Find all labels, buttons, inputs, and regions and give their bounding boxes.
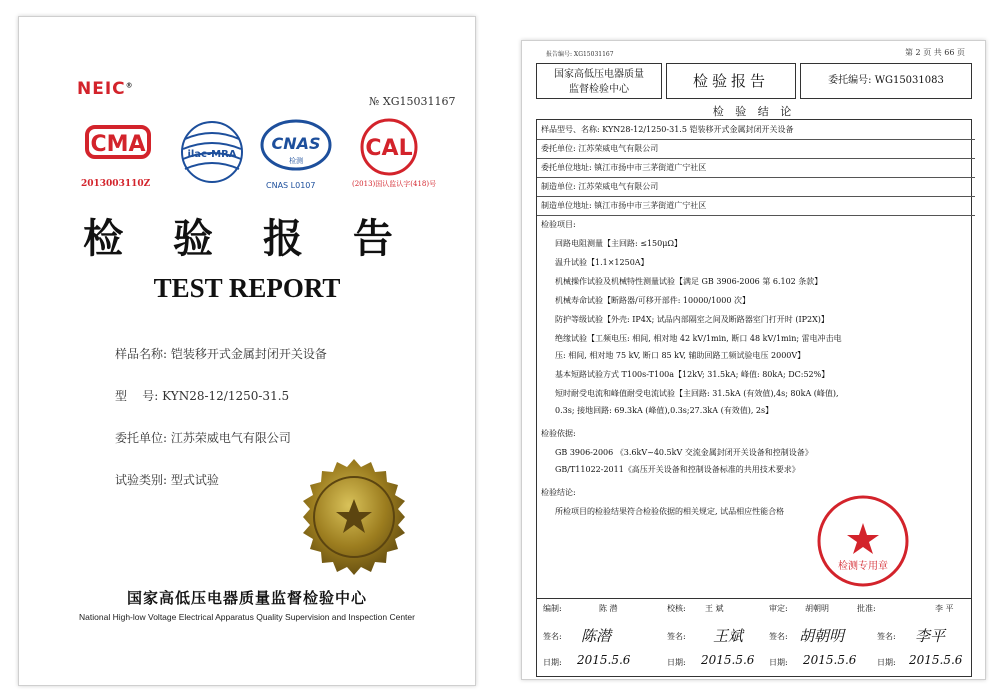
header-org: 国家高低压电器质量 监督检验中心 <box>536 63 662 99</box>
entrust-number: 委托编号: WG15031083 <box>800 63 972 99</box>
page-number: 第 2 页 共 66 页 <box>905 48 965 57</box>
title-cn: 检 验 报 告 <box>83 216 411 262</box>
test-item: 回路电阻测量【主回路: ≤150μΩ】 <box>555 239 683 248</box>
report-page <box>521 40 986 680</box>
sign-date: 2015.5.6 <box>803 653 857 667</box>
title-en: TEST REPORT <box>153 273 341 303</box>
svg-text:检测专用章: 检测专用章 <box>838 561 888 572</box>
signature: 王斌 <box>713 627 744 645</box>
svg-text:CNAS: CNAS <box>271 134 321 153</box>
signoff-block: 编制: 陈 潜 校核: 王 斌 审定: 胡朝明 批准: 李 平 签名: 陈潜 签名: 王斌 签名: 胡朝明 签名: 李平 日期: 2015.5.6 日期: 2015.5.6 日期: 2015.5.6 日期: 2015.5.6 <box>536 597 972 677</box>
cal-number: (2013)国认监认字(418)号 <box>352 180 437 188</box>
conclusion-heading: 检 验 结 论 <box>712 105 796 118</box>
center-name-cn: 国家高低压电器质量监督检验中心 <box>126 589 367 607</box>
cal-logo <box>352 117 437 188</box>
test-item: 0.3s; 接地回路: 69.3kA (峰值),0.3s;27.3kA (有效值), 2s】 <box>555 406 774 415</box>
svg-text:CMA: CMA <box>90 132 146 157</box>
gold-seal-icon <box>294 457 414 581</box>
approved-by: 李 平 <box>935 604 954 613</box>
sign-date: 2015.5.6 <box>909 653 963 667</box>
conclusion-text: 所检项目的检验结果符合检验依据的相关规定, 试品相应性能合格 <box>555 507 785 516</box>
info-row: 委托单位: 江苏荣威电气有限公司 <box>537 139 975 159</box>
cover-page <box>18 16 476 686</box>
basis-item: GB 3906-2006 《3.6kV~40.5kV 交流金属封闭开关设备和控制设备》 <box>555 448 813 457</box>
sign-date: 2015.5.6 <box>701 653 755 667</box>
info-row: 委托单位地址: 镇江市扬中市三茅街道广宁社区 <box>537 158 975 178</box>
header-title: 检验报告 <box>666 63 796 99</box>
red-inspection-seal-icon <box>815 493 911 593</box>
sign-date: 2015.5.6 <box>577 653 631 667</box>
cnas-number: CNAS L0107 <box>266 181 316 190</box>
neic-logo: NEIC® <box>77 79 134 99</box>
test-item: 温升试验【1.1×1250A】 <box>555 258 649 267</box>
checked-by: 王 斌 <box>705 604 724 613</box>
svg-text:CAL: CAL <box>365 136 413 161</box>
signature: 陈潜 <box>581 627 612 645</box>
test-item: 压: 相间, 相对地 75 kV, 断口 85 kV, 辅助回路工频试验电压 2000V】 <box>555 351 806 360</box>
svg-text:检测: 检测 <box>289 157 303 165</box>
field-model: 型 号: KYN28-12/1250-31.5 <box>115 389 290 403</box>
cnas-logo <box>256 117 336 190</box>
reviewed-by: 胡朝明 <box>805 604 829 613</box>
test-item: 机械寿命试验【断路器/可移开部件: 10000/1000 次】 <box>555 296 750 305</box>
info-row: 制造单位: 江苏荣威电气有限公司 <box>537 177 975 197</box>
conclusion-label: 检验结论: <box>541 488 576 497</box>
field-test-type: 试验类别: 型式试验 <box>115 473 219 487</box>
center-name-en: National High-low Voltage Electrical Apparatus Quality Supervision and Inspection Center <box>79 612 415 622</box>
cma-number: 2013003110Z <box>81 179 151 189</box>
svg-text:ilac-MRA: ilac-MRA <box>187 149 237 160</box>
cma-logo <box>79 117 157 189</box>
test-item: 机械操作试验及机械特性测量试验【满足 GB 3906-2006 第 6.102 条款】 <box>555 277 823 286</box>
basis-item: GB/T11022-2011《高压开关设备和控制设备标准的共用技术要求》 <box>555 465 800 474</box>
signature: 李平 <box>915 627 946 645</box>
compiled-by: 陈 潜 <box>599 604 618 613</box>
certificate-number: № XG15031167 <box>369 95 456 108</box>
info-row: 制造单位地址: 镇江市扬中市三茅街道广宁社区 <box>537 196 975 216</box>
basis-heading: 检验依据: <box>541 429 576 438</box>
field-client: 委托单位: 江苏荣威电气有限公司 <box>115 431 291 445</box>
ilac-mra-logo <box>177 117 247 187</box>
signature: 胡朝明 <box>799 627 845 645</box>
items-heading: 检验项目: <box>541 220 576 229</box>
test-item: 绝缘试验【工频电压: 相间, 相对地 42 kV/1min, 断口 48 kV/1min; 雷电冲击电 <box>555 334 842 343</box>
test-item: 短时耐受电流和峰值耐受电流试验【主回路: 31.5kA (有效值),4s; 80kA (峰值), <box>555 389 839 398</box>
info-row: 样品型号、名称: KYN28-12/1250-31.5 铠装移开式金属封闭开关设备 <box>537 120 975 140</box>
report-number: 报告编号: XG15031167 <box>546 51 614 58</box>
test-item: 基本短路试验方式 T100s-T100a【12kV; 31.5kA; 峰值: 80kA; DC:52%】 <box>555 370 830 379</box>
field-sample-name: 样品名称: 铠装移开式金属封闭开关设备 <box>115 347 327 361</box>
test-item: 防护等级试验【外壳: IP4X; 试品内部隔室之间及断路器室门打开时 (IP2X)】 <box>555 315 829 324</box>
